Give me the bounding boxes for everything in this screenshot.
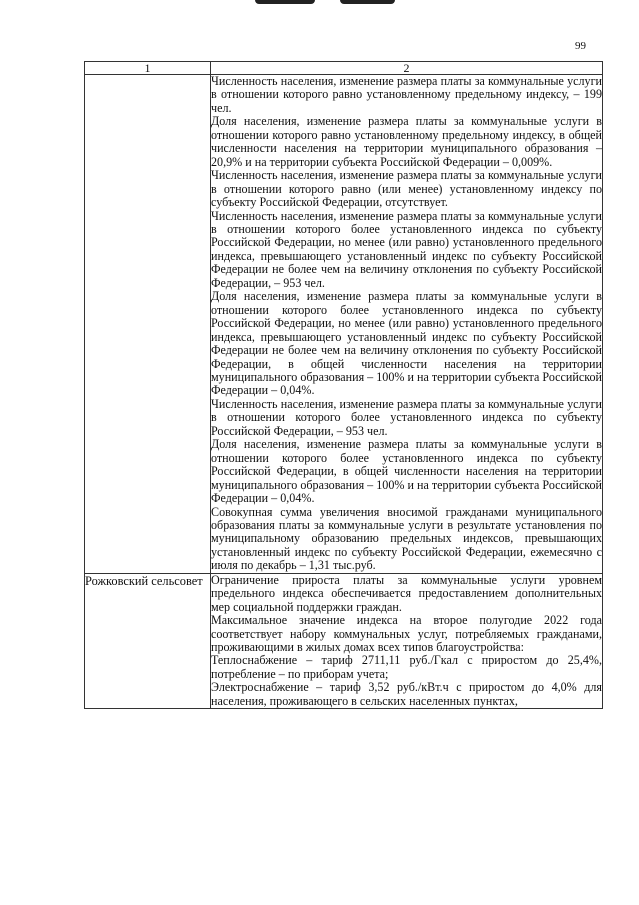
paragraph: Теплоснабжение – тариф 2711,11 руб./Гкал с приростом до 25,4%, потребление – по приборам учета; [211, 653, 602, 681]
page-number: 99 [575, 40, 586, 52]
paragraph: Ограничение прироста платы за коммунальные услуги уровнем предельного индекса обеспечивается предоставлением дополнительных мер социальной поддержки граждан. [211, 572, 602, 614]
paragraph: Максимальное значение индекса на второе полугодие 2022 года соответствует набору коммунальных услуг, потребляемых гражданами, проживающими в жилых домах всех типов благоустройства: [211, 613, 602, 655]
paragraph: Доля населения, изменение размера платы за коммунальные услуги в отношении которого более установленного индекса по субъекту Российской Федерации, но менее (или равно) установленного предельного индекса, превышающего установленный индекс по субъекту Российской Федерации не более чем на величину отклонения по субъекту Российской Федерации, в общей численности населения на территории муниципального образования – 100% и на территории субъекта Российской Федерации – 0,04%. [211, 289, 602, 398]
paragraph: Численность населения, изменение размера платы за коммунальные услуги в отношении которого более установленного индекса по субъекту Российской Федерации, но менее (или равно) установленного предельного индекса, превышающего установленный индекс по субъекту Российской Федерации не более чем на величину отклонения по субъекту Российской Федерации, – 953 чел. [211, 208, 602, 290]
table-row [85, 573, 603, 709]
paragraph: Численность населения, изменение размера платы за коммунальные услуги в отношении которого равно (или менее) установленному индексу по субъекту Российской Федерации, отсутствует. [211, 168, 602, 210]
scan-artifact [255, 0, 395, 6]
table-header-cell: 2 [211, 62, 603, 75]
paragraph: Доля населения, изменение размера платы за коммунальные услуги в отношении которого более установленного индекса по субъекту Российской Федерации, в общей численности населения на территории муниципального образования – 100% и на территории субъекта Российской Федерации – 0,04%. [211, 437, 602, 506]
data-table [84, 61, 603, 709]
region-cell: Рожковский сельсовет [85, 573, 211, 709]
paragraph: Доля населения, изменение размера платы за коммунальные услуги в отношении которого равно установленному предельному индексу, в общей численности населения на территории муниципального образования – 20,9% и на территории субъекта Российской Федерации – 0,009%. [211, 114, 602, 169]
paragraph: Совокупная сумма увеличения вносимой гражданами муниципального образования платы за коммунальные услуги в результате установления по муниципальному образованию предельных индексов, превышающих установленный индекс по субъекту Российской Федерации, ежемесячно с июля по декабрь – 1,31 тыс.руб. [211, 504, 602, 573]
content-cell [211, 75, 603, 574]
table-header-cell: 1 [85, 62, 211, 75]
table-row [85, 75, 603, 574]
paragraph: Численность населения, изменение размера платы за коммунальные услуги в отношении которого равно установленному предельному индексу, – 199 чел. [211, 74, 602, 115]
paragraph: Численность населения, изменение размера платы за коммунальные услуги в отношении которого более установленного индекса по субъекту Российской Федерации, – 953 чел. [211, 396, 602, 438]
paragraph: Электроснабжение – тариф 3,52 руб./кВт.ч с приростом до 4,0% для населения, проживающего в сельских населенных пунктах, [211, 680, 602, 708]
region-cell [85, 75, 211, 574]
content-cell [211, 573, 603, 709]
table-header-row [85, 62, 603, 75]
